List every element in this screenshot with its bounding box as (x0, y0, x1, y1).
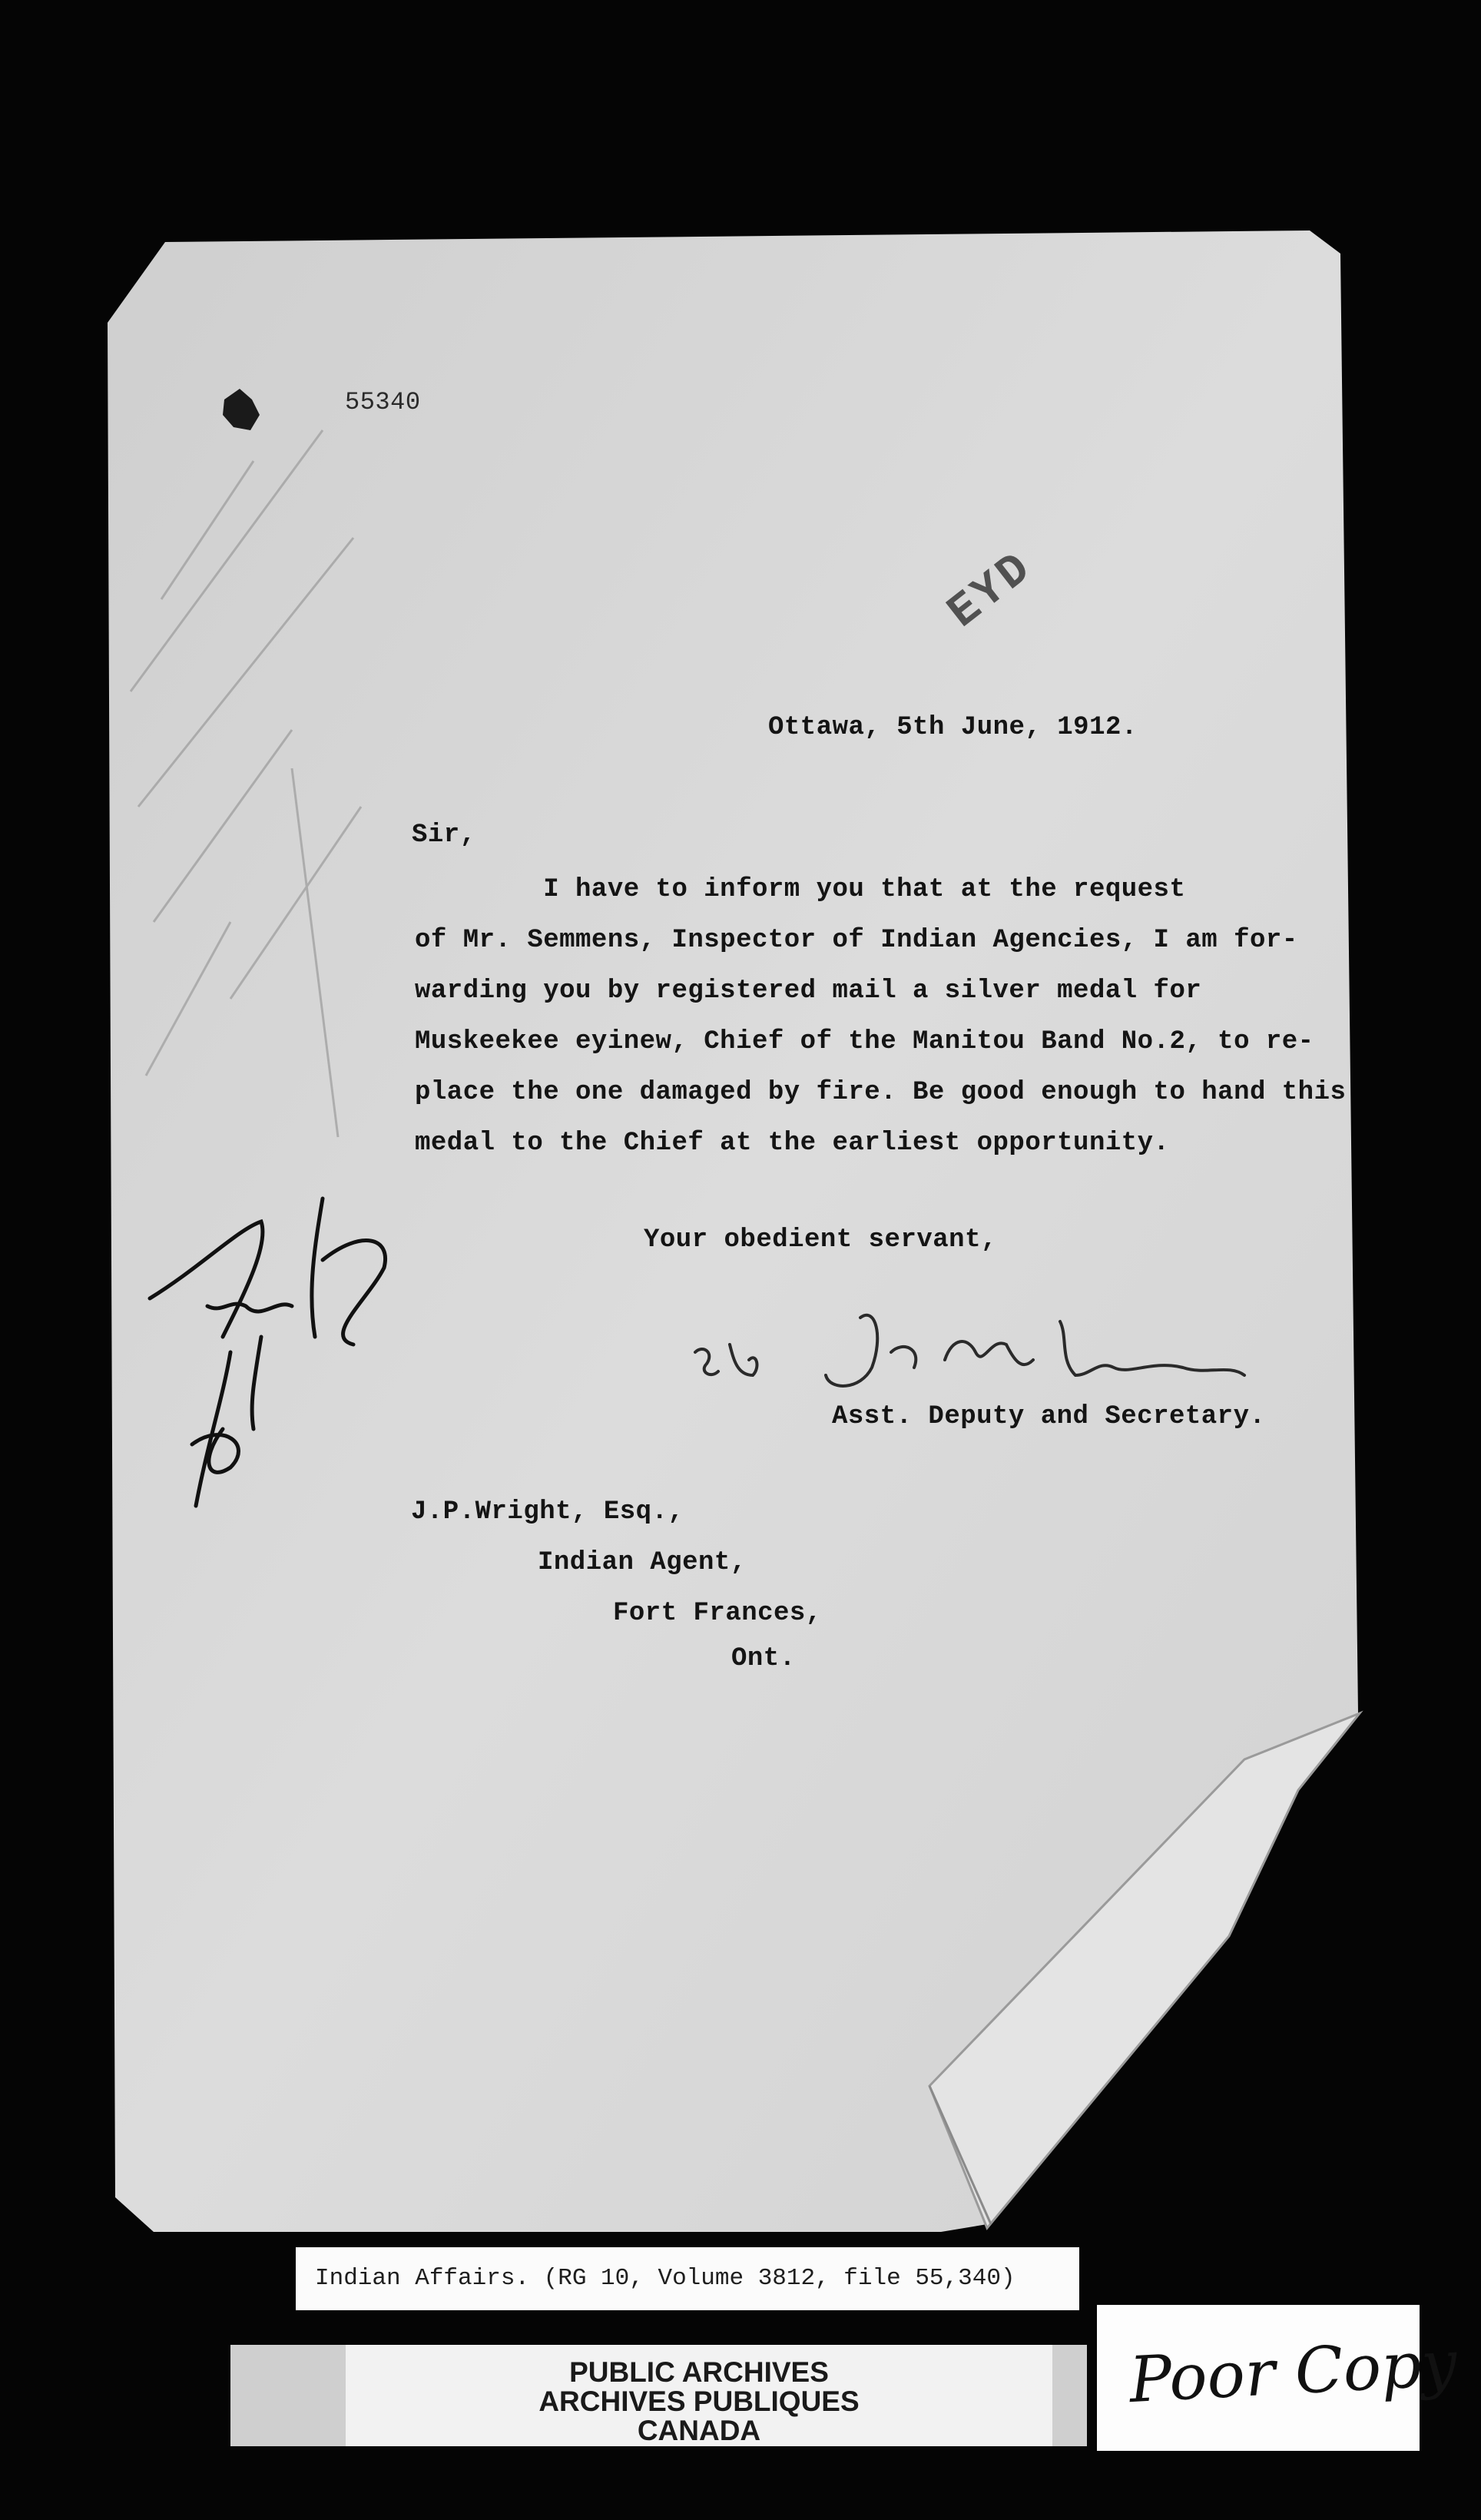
body-line: warding you by registered mail a silver medal for (415, 976, 1202, 1006)
reference-text: Indian Affairs. (RG 10, Volume 3812, file 55,340) (315, 2265, 1015, 2292)
body-line: of Mr. Semmens, Inspector of Indian Agencies, I am for- (415, 926, 1298, 955)
archives-line-3: CANADA (637, 2415, 761, 2446)
signature-title: Asst. Deputy and Secretary. (832, 1402, 1266, 1431)
body-line: Muskeekee eyinew, Chief of the Manitou Band No.2, to re- (415, 1027, 1314, 1056)
recipient-name: J.P.Wright, Esq., (411, 1497, 684, 1527)
body-line: medal to the Chief at the earliest opportunity. (415, 1129, 1170, 1158)
letter-date: Ottawa, 5th June, 1912. (768, 713, 1138, 742)
archives-line-2: ARCHIVES PUBLIQUES (538, 2386, 860, 2417)
poor-copy-text: Poor Copy (1127, 2326, 1459, 2418)
recipient-town: Fort Frances, (613, 1599, 822, 1628)
letter-body (415, 864, 1346, 1169)
body-line: place the one damaged by fire. Be good enough to hand this (415, 1078, 1347, 1107)
received-stamp: EYD (938, 542, 1044, 640)
file-number: 55340 (345, 388, 421, 416)
archives-line-1: PUBLIC ARCHIVES (569, 2356, 829, 2388)
body-line: I have to inform you that at the request (415, 875, 1186, 904)
recipient-title: Indian Agent, (538, 1548, 747, 1577)
closing: Your obedient servant, (644, 1225, 997, 1255)
salutation: Sir, (412, 821, 476, 850)
recipient-province: Ont. (731, 1644, 796, 1673)
